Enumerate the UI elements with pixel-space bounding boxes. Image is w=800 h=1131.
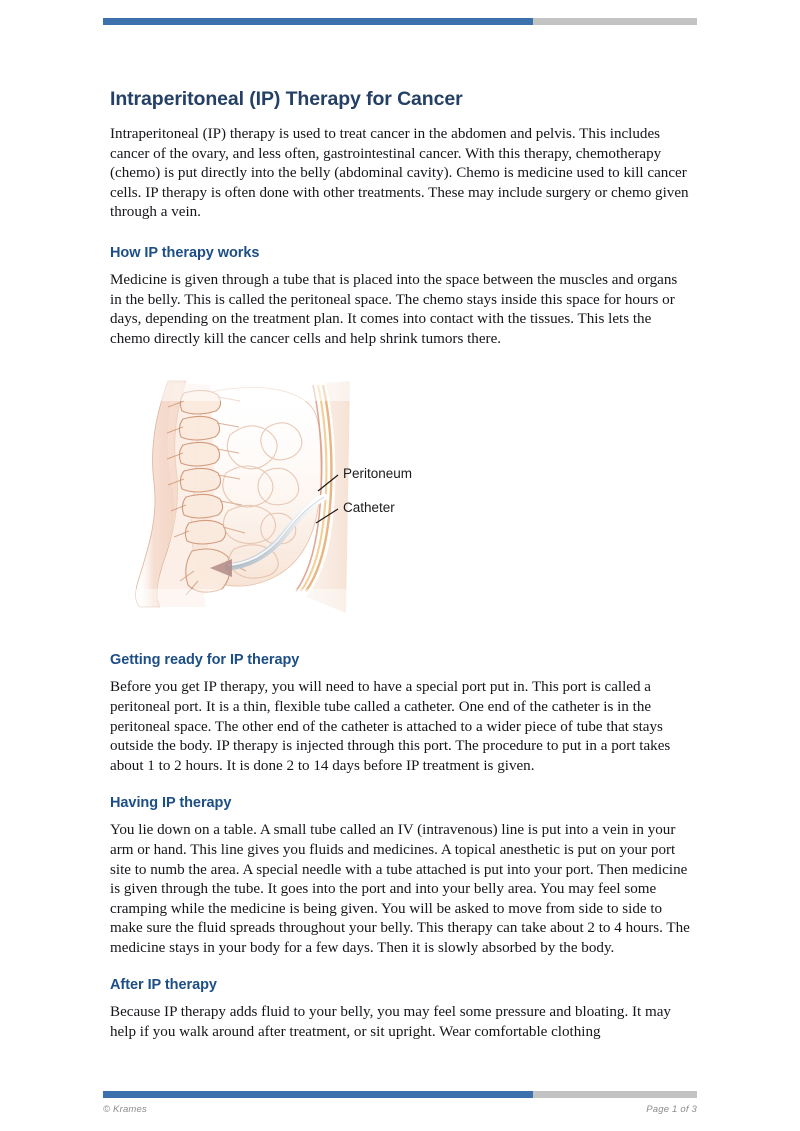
catheter-label: Catheter [343, 500, 395, 516]
copyright-notice: © Krames [103, 1103, 147, 1115]
section-heading-after-ip-therapy: After IP therapy [110, 977, 217, 994]
footer-rule [103, 1091, 697, 1098]
section-body-how-ip-therapy-works: Medicine is given through a tube that is placed into the space between the muscles and organs in the belly. This is called the peritoneal space. The chemo stays inside this space for hours or days, depending on the treatment plan. It comes into contact with the tissues. This lets the chemo directly kill the cancer cells and help shrink tumors there. [110, 271, 678, 347]
footer-rule-blue-segment [103, 1091, 533, 1098]
header-rule-blue-segment [103, 18, 533, 25]
header-rule-gray-segment [533, 18, 697, 25]
abdomen-cross-section-svg [110, 375, 690, 630]
section-body-after-ip-therapy: Because IP therapy adds fluid to your belly, you may feel some pressure and bloating. It may help if you walk around after treatment, or sit upright. Wear comfortable clothing [110, 1004, 671, 1041]
section-heading-how-ip-therapy-works: How IP therapy works [110, 244, 260, 261]
peritoneum-label: Peritoneum [343, 466, 413, 482]
section-body-getting-ready-for-ip-therapy: Before you get IP therapy, you will need to have a special port put in. This port is called a peritoneal port. It is a thin, flexible tube called a catheter. One end of the catheter is in the peritoneal space. The other end of the catheter is attached to a wider piece of tube that stays outside the body. IP therapy is injected through this port. The procedure to put in a port takes about 1 to 2 hours. It is done 2 to 14 days before IP treatment is given. [110, 679, 671, 774]
document-content [110, 88, 690, 1045]
vertebra-5 [182, 495, 222, 519]
figure-top-fade [130, 375, 370, 401]
page-title: Intraperitoneal (IP) Therapy for Cancer [110, 88, 463, 110]
anatomy-illustration [110, 375, 690, 630]
header-rule [103, 18, 697, 25]
torso-group [130, 375, 370, 630]
figure-bottom-fade [130, 589, 370, 630]
vertebra-2 [179, 417, 219, 441]
vertebra-6 [185, 521, 225, 545]
section-heading-having-ip-therapy: Having IP therapy [110, 795, 232, 812]
section-body-having-ip-therapy: You lie down on a table. A small tube called an IV (intravenous) line is put into a vein in your arm or hand. This line gives you fluids and medicines. A topical anesthetic is put on your port site to numb the area. A special needle with a tube attached is put into your port. Then medicine is given through the tube. It goes into the port and into your belly area. You may feel some cramping while the medicine is being given. You will be asked to move from side to side to make sure the fluid spreads throughout your belly. This therapy can take about 2 to 4 hours. The medicine stays in your body for a few days. Then it is slowly absorbed by the body. [110, 822, 690, 956]
page-number: Page 1 of 3 [646, 1103, 697, 1115]
page-footer [103, 1100, 697, 1118]
intro-paragraph: Intraperitoneal (IP) therapy is used to treat cancer in the abdomen and pelvis. This includes cancer of the ovary, and less often, gastrointestinal cancer. With this therapy, chemotherapy (chemo) is put directly into the belly (abdominal cavity). Chemo is medicine used to kill cancer cells. IP therapy is often done with other treatments. These may include surgery or chemo given through a vein. [110, 126, 689, 221]
section-heading-getting-ready-for-ip-therapy: Getting ready for IP therapy [110, 652, 300, 669]
vertebra-4 [180, 469, 220, 493]
vertebra-3 [179, 443, 219, 467]
footer-rule-gray-segment [533, 1091, 697, 1098]
